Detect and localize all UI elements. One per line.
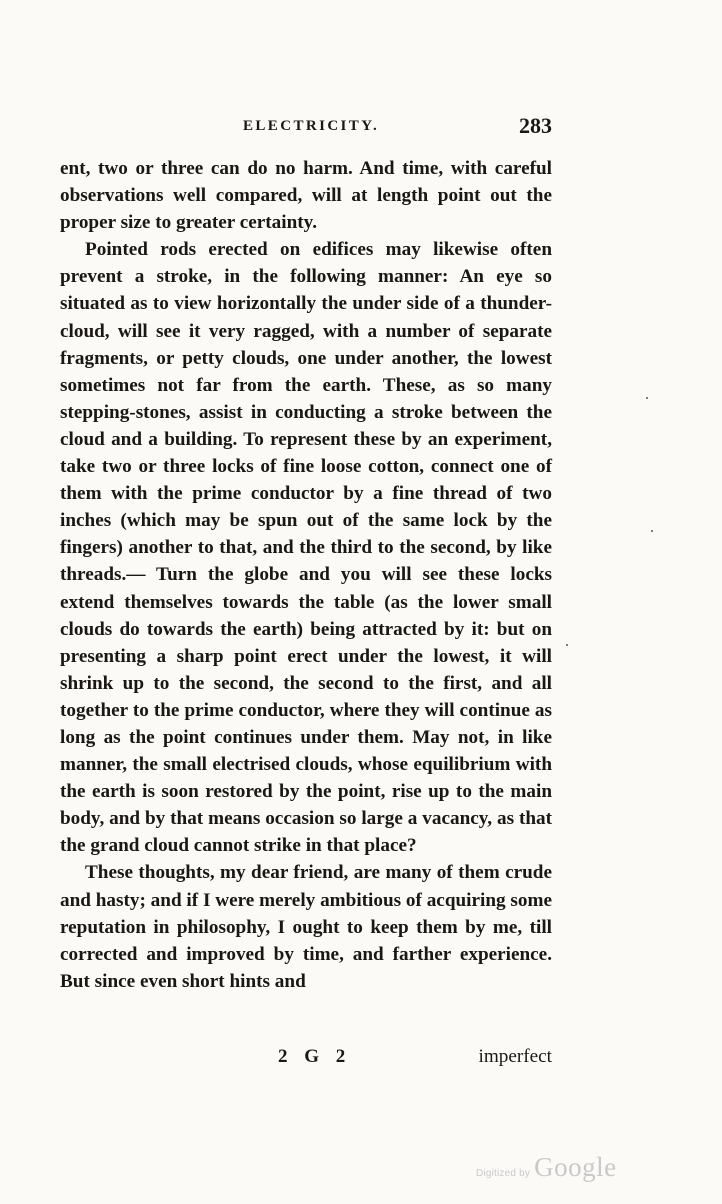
page-header — [60, 113, 552, 140]
paragraph-these-thoughts: These thoughts, my dear friend, are many of them crude and hasty; and if I were merely ambitious of acquiring some reputation in philosophy, I ought to keep them by me, till corrected and improved by time, and farther experience. But since even short hints and — [60, 862, 552, 992]
page-number: 283 — [519, 113, 552, 138]
watermark-prefix: Digitized by — [476, 1168, 531, 1179]
watermark-brand: Google — [534, 1152, 617, 1182]
page-footer — [60, 1046, 552, 1076]
paragraph-continuation: ent, two or three can do no harm. And time, with careful observations well compared, will at length point out the proper size to greater certainty. — [60, 158, 552, 234]
catchword: imperfect — [478, 1046, 552, 1067]
signature-mark: 2 G 2 — [278, 1046, 352, 1067]
running-title: ELECTRICITY. — [243, 118, 380, 134]
digitized-watermark — [476, 1152, 617, 1183]
paper-speck — [651, 530, 653, 532]
paragraph-pointed-rods: Pointed rods erected on edifices may likewise often prevent a stroke, in the following manner: An eye so situated as to view horizontally the under side of a thunder-cloud, will see it very ragged, with a number of separate fragments, or petty clouds, one under another, the lowest sometimes not far from the earth. These, as so many stepping-stones, assist in conducting a stroke between the cloud and a building. To represent these by an experiment, take two or three locks of fine loose cotton, connect one of them with the prime conductor by a fine thread of two inches (which may be spun out of the same lock by the fingers) another to that, and the third to the second, by like threads.— Turn the globe and you will see these locks extend themselves towards the table (as the lower small clouds do towards the earth) being attracted by it: but on presenting a sharp point erect under the lowest, it will shrink up to the second, the second to the first, and all together to the prime conductor, where they will continue as long as the point continues under them. May not, in like manner, the small electrised clouds, whose equilibrium with the earth is soon restored by the point, rise up to the main body, and by that means occasion so large a vacancy, as that the grand cloud cannot strike in that place? — [60, 239, 552, 857]
body-text — [60, 155, 552, 995]
paper-speck — [646, 397, 648, 399]
paper-speck — [566, 644, 568, 646]
